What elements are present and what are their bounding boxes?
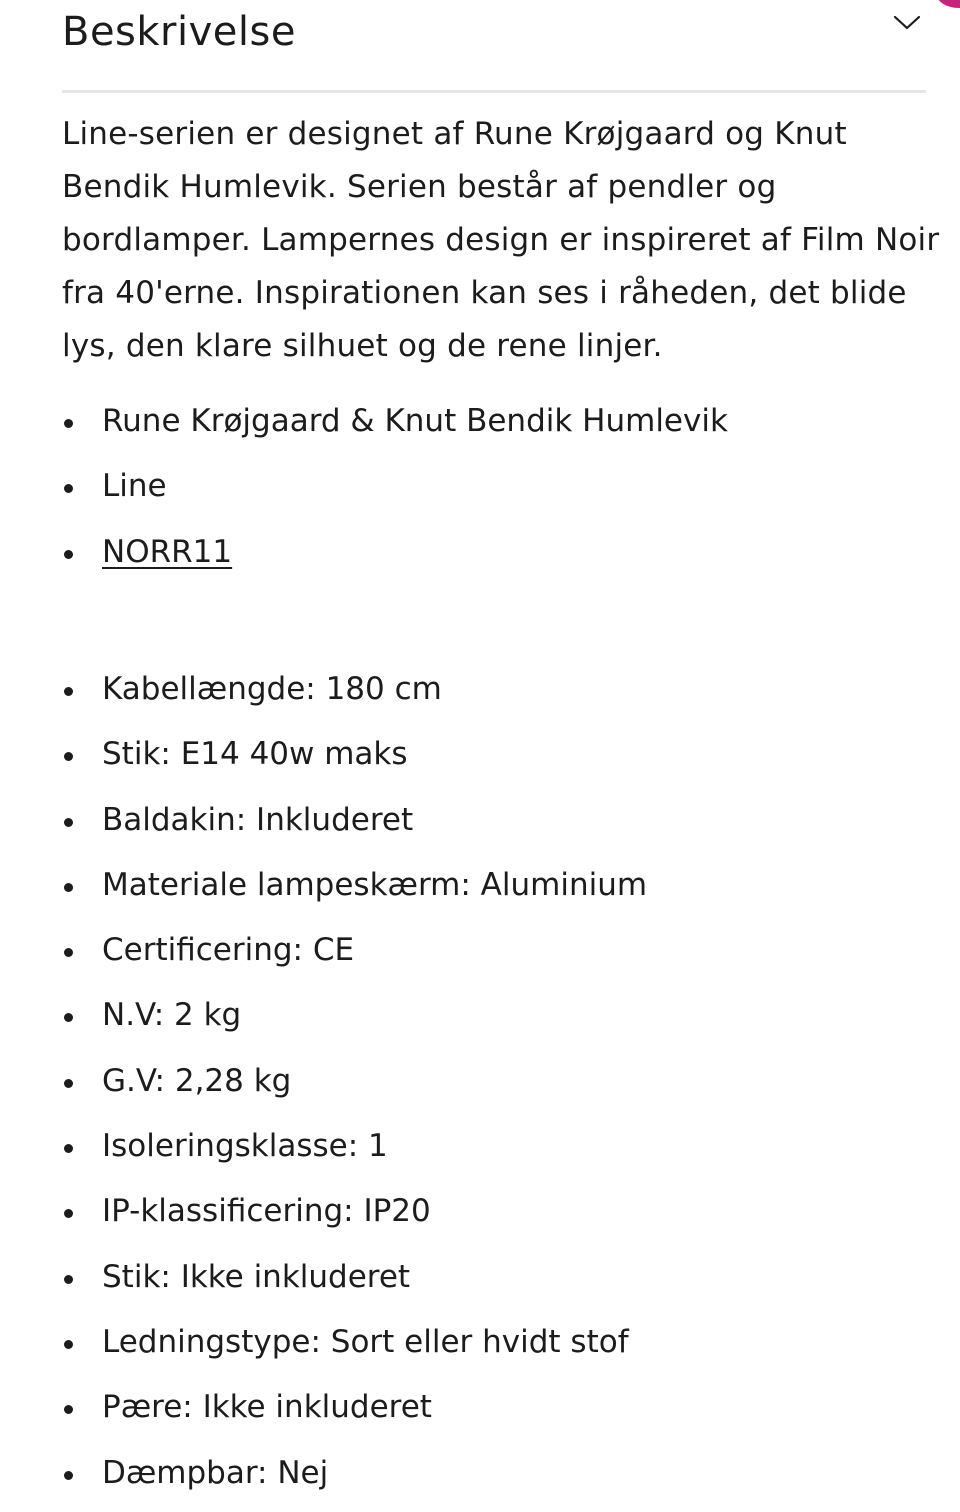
spec-item: N.V: 2 kg: [62, 983, 942, 1048]
designer-text: Rune Krøjgaard & Knut Bendik Humlevik: [102, 403, 728, 439]
spec-item: Kabellængde: 180 cm: [62, 657, 942, 722]
spec-item: Stik: Ikke inkluderet: [62, 1245, 942, 1310]
spec-item: IP-klassificering: IP20: [62, 1179, 942, 1244]
spec-item: Materiale lampeskærm: Aluminium: [62, 853, 942, 918]
spec-item: Baldakin: Inkluderet: [62, 788, 942, 853]
list-item-series: [62, 454, 942, 519]
brand-link[interactable]: NORR11: [102, 533, 233, 570]
spec-item: Stik: E14 40w maks: [62, 722, 942, 787]
list-item-brand: [62, 520, 942, 585]
list-item-designer: [62, 389, 942, 454]
spec-item: Pære: Ikke inkluderet: [62, 1375, 942, 1440]
spec-item: Certificering: CE: [62, 918, 942, 983]
chevron-down-icon[interactable]: [892, 10, 922, 36]
description-accordion-header[interactable]: [62, 0, 926, 93]
spec-item: Isoleringsklasse: 1: [62, 1114, 942, 1179]
product-meta-list: [62, 389, 942, 585]
product-description: Line-serien er designet af Rune Krøjgaard og Knut Bendik Humlevik. Serien består af pendler og bordlamper. Lampernes design er inspireret af Film Noir fra 40'erne. Inspirationen kan ses i råheden, det blide lys, den klare silhuet og de rene linjer.: [62, 116, 940, 364]
spec-item: Dæmpbar: Nej: [62, 1441, 942, 1506]
spec-list: [62, 657, 942, 1506]
accent-badge: [936, 0, 960, 8]
spec-item: Ledningstype: Sort eller hvidt stof: [62, 1310, 942, 1375]
section-title: Beskrivelse: [62, 9, 296, 55]
series-text: Line: [102, 468, 167, 505]
spec-item: G.V: 2,28 kg: [62, 1049, 942, 1114]
